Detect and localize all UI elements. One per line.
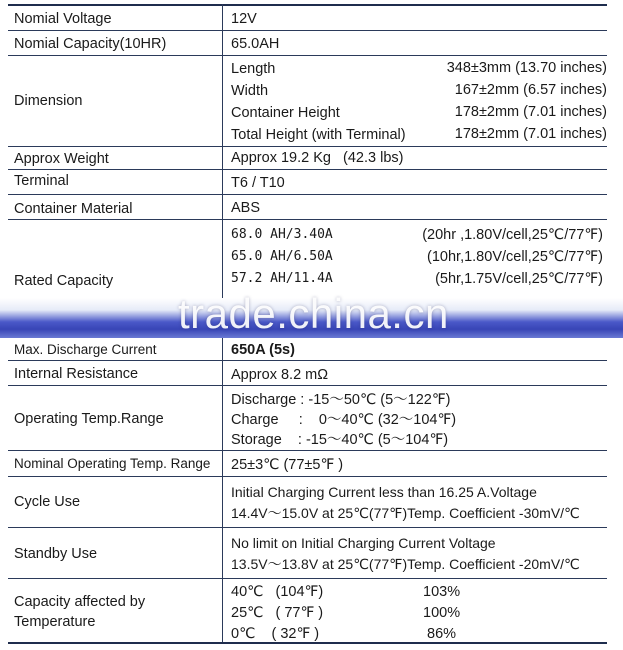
capacity-temp-40c-percent: 103% (423, 584, 461, 600)
capacity-temp-40c: 40℃ (104℉) (231, 584, 324, 600)
dimension-total-height-value: 178±2mm (7.01 inches) (454, 126, 607, 142)
standby-use-label: Standby Use (14, 546, 98, 562)
max-discharge-value: 650A (5s) (231, 342, 295, 358)
nominal-voltage-value: 12V (231, 11, 257, 27)
terminal-label: Terminal (14, 173, 69, 189)
approx-weight-label: Approx Weight (14, 151, 109, 167)
approx-weight-value: Approx 19.2 Kg (42.3 lbs) (231, 150, 404, 166)
row-divider (8, 169, 607, 170)
operating-temp-storage: Storage : -15～40℃ (5～104℉) (231, 432, 449, 448)
row-divider (8, 450, 607, 451)
rated-capacity-value-10hr: 65.0 AH/6.50A (231, 249, 333, 264)
standby-use-line-1: No limit on Initial Charging Current Voltage (231, 535, 496, 551)
capacity-temp-25c: 25℃ ( 77℉ ) (231, 605, 324, 621)
dimension-width-name: Width (231, 83, 269, 99)
cycle-use-line-2: 14.4V～15.0V at 25℃(77℉)Temp. Coefficient -30mV/℃ (231, 505, 580, 521)
cycle-use-line-1: Initial Charging Current less than 16.25 A.Voltage (231, 484, 537, 500)
capacity-temp-25c-percent: 100% (423, 605, 461, 621)
dimension-container-height-name: Container Height (231, 105, 340, 121)
internal-resistance-label: Internal Resistance (14, 366, 139, 382)
rated-capacity-value-20hr: 68.0 AH/3.40A (231, 227, 333, 242)
table-top-border (8, 4, 607, 6)
row-divider (8, 219, 607, 220)
row-divider (8, 578, 607, 579)
row-divider (8, 476, 607, 477)
standby-use-line-2: 13.5V～13.8V at 25℃(77℉)Temp. Coefficient -20mV/℃ (231, 556, 580, 572)
container-material-label: Container Material (14, 201, 133, 217)
max-discharge-label: Max. Discharge Current (14, 342, 157, 357)
column-divider (222, 4, 223, 300)
capacity-temp-0c-percent: 86% (427, 626, 457, 642)
internal-resistance-value: Approx 8.2 mΩ (231, 367, 329, 383)
dimension-width-value: 167±2mm (6.57 inches) (454, 82, 607, 98)
row-divider (8, 360, 607, 361)
column-divider (222, 336, 223, 642)
operating-temp-label: Operating Temp.Range (14, 411, 164, 427)
rated-capacity-condition-5hr: (5hr,1.75V/cell,25℃/77℉) (435, 271, 603, 287)
operating-temp-charge: Charge : 0～40℃ (32～104℉) (231, 412, 457, 428)
rated-capacity-value-5hr: 57.2 AH/11.4A (231, 271, 333, 286)
row-divider (8, 30, 607, 31)
row-divider (8, 146, 607, 147)
row-divider (8, 194, 607, 195)
operating-temp-discharge: Discharge : -15～50℃ (5～122℉) (231, 392, 451, 408)
dimension-label: Dimension (14, 93, 83, 109)
row-divider (8, 385, 607, 386)
dimension-container-height-value: 178±2mm (7.01 inches) (454, 104, 607, 120)
nominal-capacity-label: Nomial Capacity(10HR) (14, 36, 167, 52)
nominal-operating-temp-value: 25±3℃ (77±5℉ ) (231, 457, 344, 473)
row-divider (8, 55, 607, 56)
capacity-temp-label-line1: Capacity affected by (14, 594, 146, 610)
dimension-length-name: Length (231, 61, 276, 77)
container-material-value: ABS (231, 200, 261, 216)
cycle-use-label: Cycle Use (14, 494, 81, 510)
row-divider (8, 527, 607, 528)
nominal-capacity-value: 65.0AH (231, 36, 280, 52)
dimension-length-value: 348±3mm (13.70 inches) (446, 60, 607, 76)
rated-capacity-condition-20hr: (20hr ,1.80V/cell,25℃/77℉) (422, 227, 603, 243)
capacity-temp-label-line2: Temperature (14, 614, 96, 630)
nominal-voltage-label: Nomial Voltage (14, 11, 112, 27)
dimension-total-height-name: Total Height (with Terminal) (231, 127, 406, 143)
rated-capacity-condition-10hr: (10hr,1.80V/cell,25℃/77℉) (427, 249, 603, 265)
watermark-text: trade.china.cn (178, 290, 449, 337)
nominal-operating-temp-label: Nominal Operating Temp. Range (14, 456, 211, 471)
terminal-value: T6 / T10 (231, 175, 285, 191)
capacity-temp-0c: 0℃ ( 32℉ ) (231, 626, 320, 642)
rated-capacity-label: Rated Capacity (14, 273, 114, 289)
